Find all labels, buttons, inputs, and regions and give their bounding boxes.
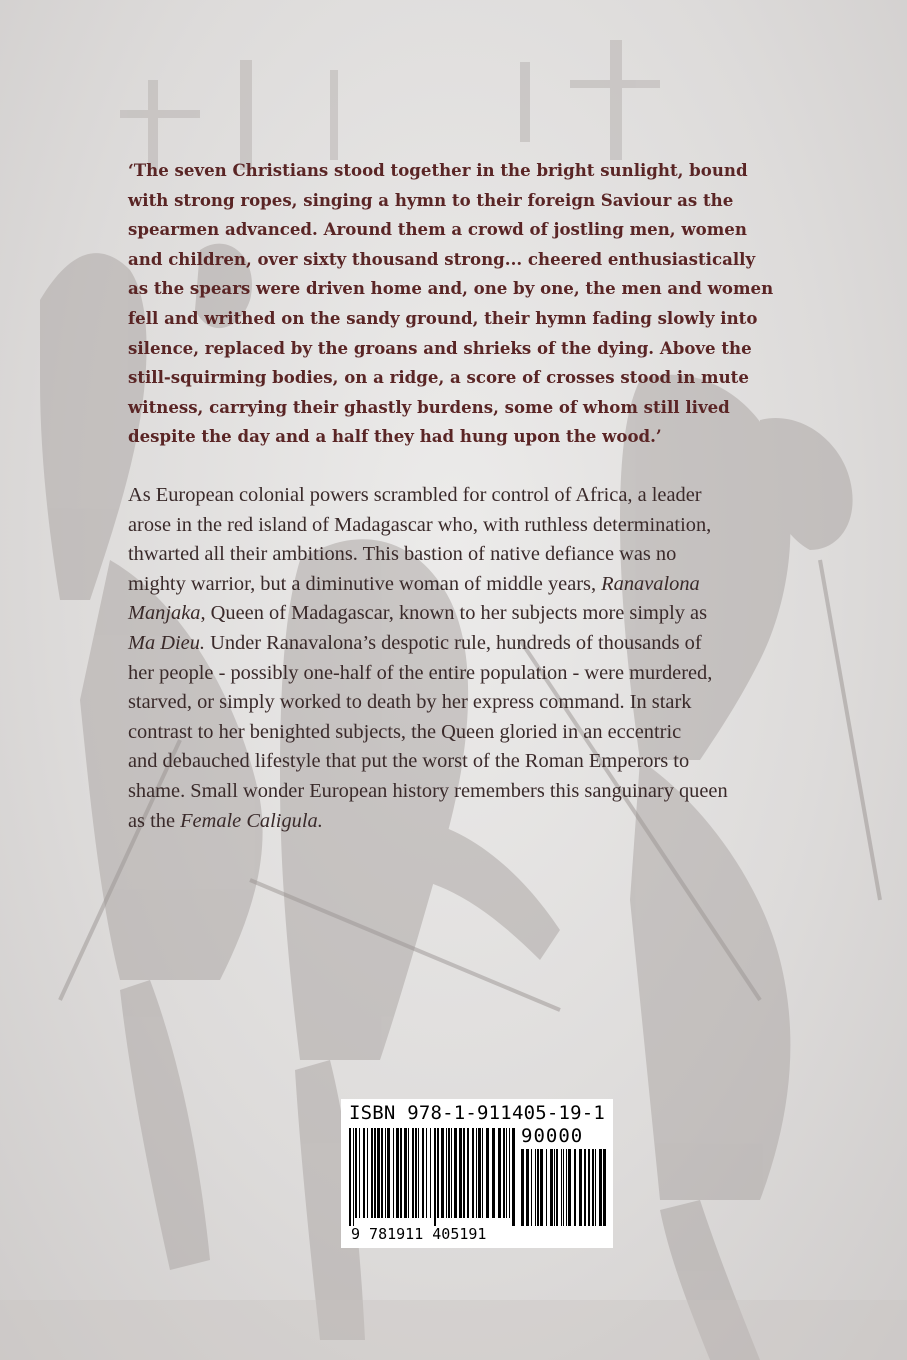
isbn-barcode [341, 1099, 613, 1248]
barcode-bar [568, 1149, 571, 1226]
description-line: contrast to her benighted subjects, the Queen gloried in an eccentric [128, 720, 682, 743]
barcode-bar [400, 1128, 402, 1218]
barcode-bar [535, 1149, 536, 1226]
description-line [128, 629, 788, 659]
nickname-italic: Ma Dieu. [128, 631, 206, 654]
epithet-italic: Female Caligula. [180, 809, 323, 832]
quote-line: witness, carrying their ghastly burdens, some of whom still lived [128, 396, 730, 417]
barcode-bar [454, 1128, 457, 1218]
barcode-bar [363, 1128, 365, 1218]
barcode-bar [531, 1149, 532, 1226]
barcode-bar [451, 1128, 452, 1218]
barcode-bar [521, 1149, 524, 1226]
barcode-bar [355, 1128, 357, 1218]
description-line: arose in the red island of Madagascar who, with ruthless determination, [128, 513, 712, 536]
ean-digits: 9 781911 405191 [351, 1225, 487, 1243]
barcode-bar [467, 1128, 469, 1218]
description-line: As European colonial powers scrambled for control of Africa, a leader [128, 484, 702, 506]
description-line: thwarted all their ambitions. This bastion of native defiance was no [128, 543, 677, 566]
barcode-bar [554, 1149, 555, 1226]
book-description [128, 481, 788, 836]
quote-line: still-squirming bodies, on a ridge, a score of crosses stood in mute [128, 367, 749, 388]
barcode-bar [526, 1149, 529, 1226]
quote-line: and children, over sixty thousand strong... cheered enthusiastically [128, 248, 756, 269]
barcode-bar [371, 1128, 373, 1218]
barcode-bar [506, 1128, 507, 1218]
barcode-bar [430, 1128, 431, 1218]
barcode-bar [537, 1149, 539, 1226]
barcode-bar [408, 1128, 409, 1218]
barcode-bar [418, 1128, 419, 1218]
addon-barcode-bars [521, 1149, 607, 1226]
barcode-bar [486, 1128, 489, 1218]
barcode-bar [404, 1128, 407, 1218]
barcode-bar [367, 1128, 368, 1218]
description-text: as the [128, 809, 181, 832]
barcode-bar [359, 1128, 360, 1218]
barcode-bar [422, 1128, 424, 1218]
barcode-bar [393, 1128, 394, 1218]
barcode-bar [603, 1149, 606, 1226]
barcode-bar [498, 1128, 501, 1218]
barcode-bar [492, 1128, 495, 1218]
barcode-bar [482, 1128, 483, 1218]
barcode-bar [426, 1128, 427, 1218]
description-text: , Queen of Madagascar, known to her subjects more simply as [200, 602, 708, 625]
ean-barcode-bars [349, 1128, 517, 1226]
barcode-bar [556, 1149, 558, 1226]
description-text: Under Ranavalona’s despotic rule, hundreds of thousands of [205, 631, 702, 654]
barcode-bar [563, 1149, 564, 1226]
barcode-bar [476, 1128, 477, 1218]
barcode-bar [478, 1128, 481, 1218]
barcode-bar [566, 1149, 567, 1226]
barcode-bar [434, 1128, 436, 1226]
opening-quote [128, 156, 788, 452]
description-text: mighty warrior, but a diminutive woman of middle years, [128, 572, 602, 595]
barcode-bar [381, 1128, 383, 1218]
barcode-bar [377, 1128, 380, 1218]
barcode-bar [396, 1128, 399, 1218]
barcode-bar [574, 1149, 576, 1226]
quote-line: as the spears were driven home and, one by one, the men and women [128, 278, 774, 299]
description-line: shame. Small wonder European history remembers this sanguinary queen [128, 779, 728, 802]
barcode-bar [472, 1128, 474, 1218]
quote-line: despite the day and a half they had hung upon the wood.’ [128, 426, 662, 447]
queen-name-italic: Ranavalona [601, 572, 700, 595]
queen-title-italic: Manjaka [128, 602, 201, 625]
barcode-bar [459, 1128, 462, 1218]
barcode-bar [546, 1149, 547, 1226]
description-line [128, 599, 788, 629]
barcode-bar [448, 1128, 450, 1218]
description-line: and debauched lifestyle that put the worst of the Roman Emperors to [128, 750, 690, 773]
barcode-bar [512, 1128, 515, 1226]
barcode-bar [353, 1128, 354, 1226]
barcode-bar [437, 1128, 439, 1218]
barcode-bar [387, 1128, 390, 1218]
barcode-bar [349, 1128, 351, 1226]
description-line [128, 570, 788, 600]
barcode-bar [550, 1149, 553, 1226]
barcode-bar [412, 1128, 414, 1218]
barcode-bar [588, 1149, 590, 1226]
quote-line: with strong ropes, singing a hymn to their foreign Saviour as the [128, 189, 734, 210]
barcode-bar [579, 1149, 582, 1226]
barcode-bar [385, 1128, 386, 1218]
description-line [128, 807, 788, 837]
quote-line: fell and writhed on the sandy ground, their hymn fading slowly into [128, 307, 758, 328]
barcode-bar [540, 1149, 543, 1226]
barcode-bar [503, 1128, 505, 1218]
barcode-bar [446, 1128, 447, 1218]
barcode-bar [595, 1149, 596, 1226]
quote-line: ‘The seven Christians stood together in the bright sunlight, bound [128, 160, 748, 180]
barcode-bar [592, 1149, 594, 1226]
barcode-bar [441, 1128, 444, 1218]
barcode-bar [584, 1149, 586, 1226]
quote-line: spearmen advanced. Around them a crowd of jostling men, women [128, 219, 747, 240]
barcode-bar [509, 1128, 510, 1218]
barcode-bar [599, 1149, 602, 1226]
barcode-bar [561, 1149, 562, 1226]
description-line: her people - possibly one-half of the entire population - were murdered, [128, 661, 713, 684]
barcode-bar [374, 1128, 376, 1218]
price-code: 90000 [521, 1125, 584, 1147]
quote-line: silence, replaced by the groans and shrieks of the dying. Above the [128, 337, 752, 358]
description-line: starved, or simply worked to death by her express command. In stark [128, 691, 692, 714]
barcode-bar [463, 1128, 465, 1218]
isbn-label: ISBN 978-1-911405-19-1 [349, 1102, 606, 1124]
barcode-bar [415, 1128, 417, 1218]
